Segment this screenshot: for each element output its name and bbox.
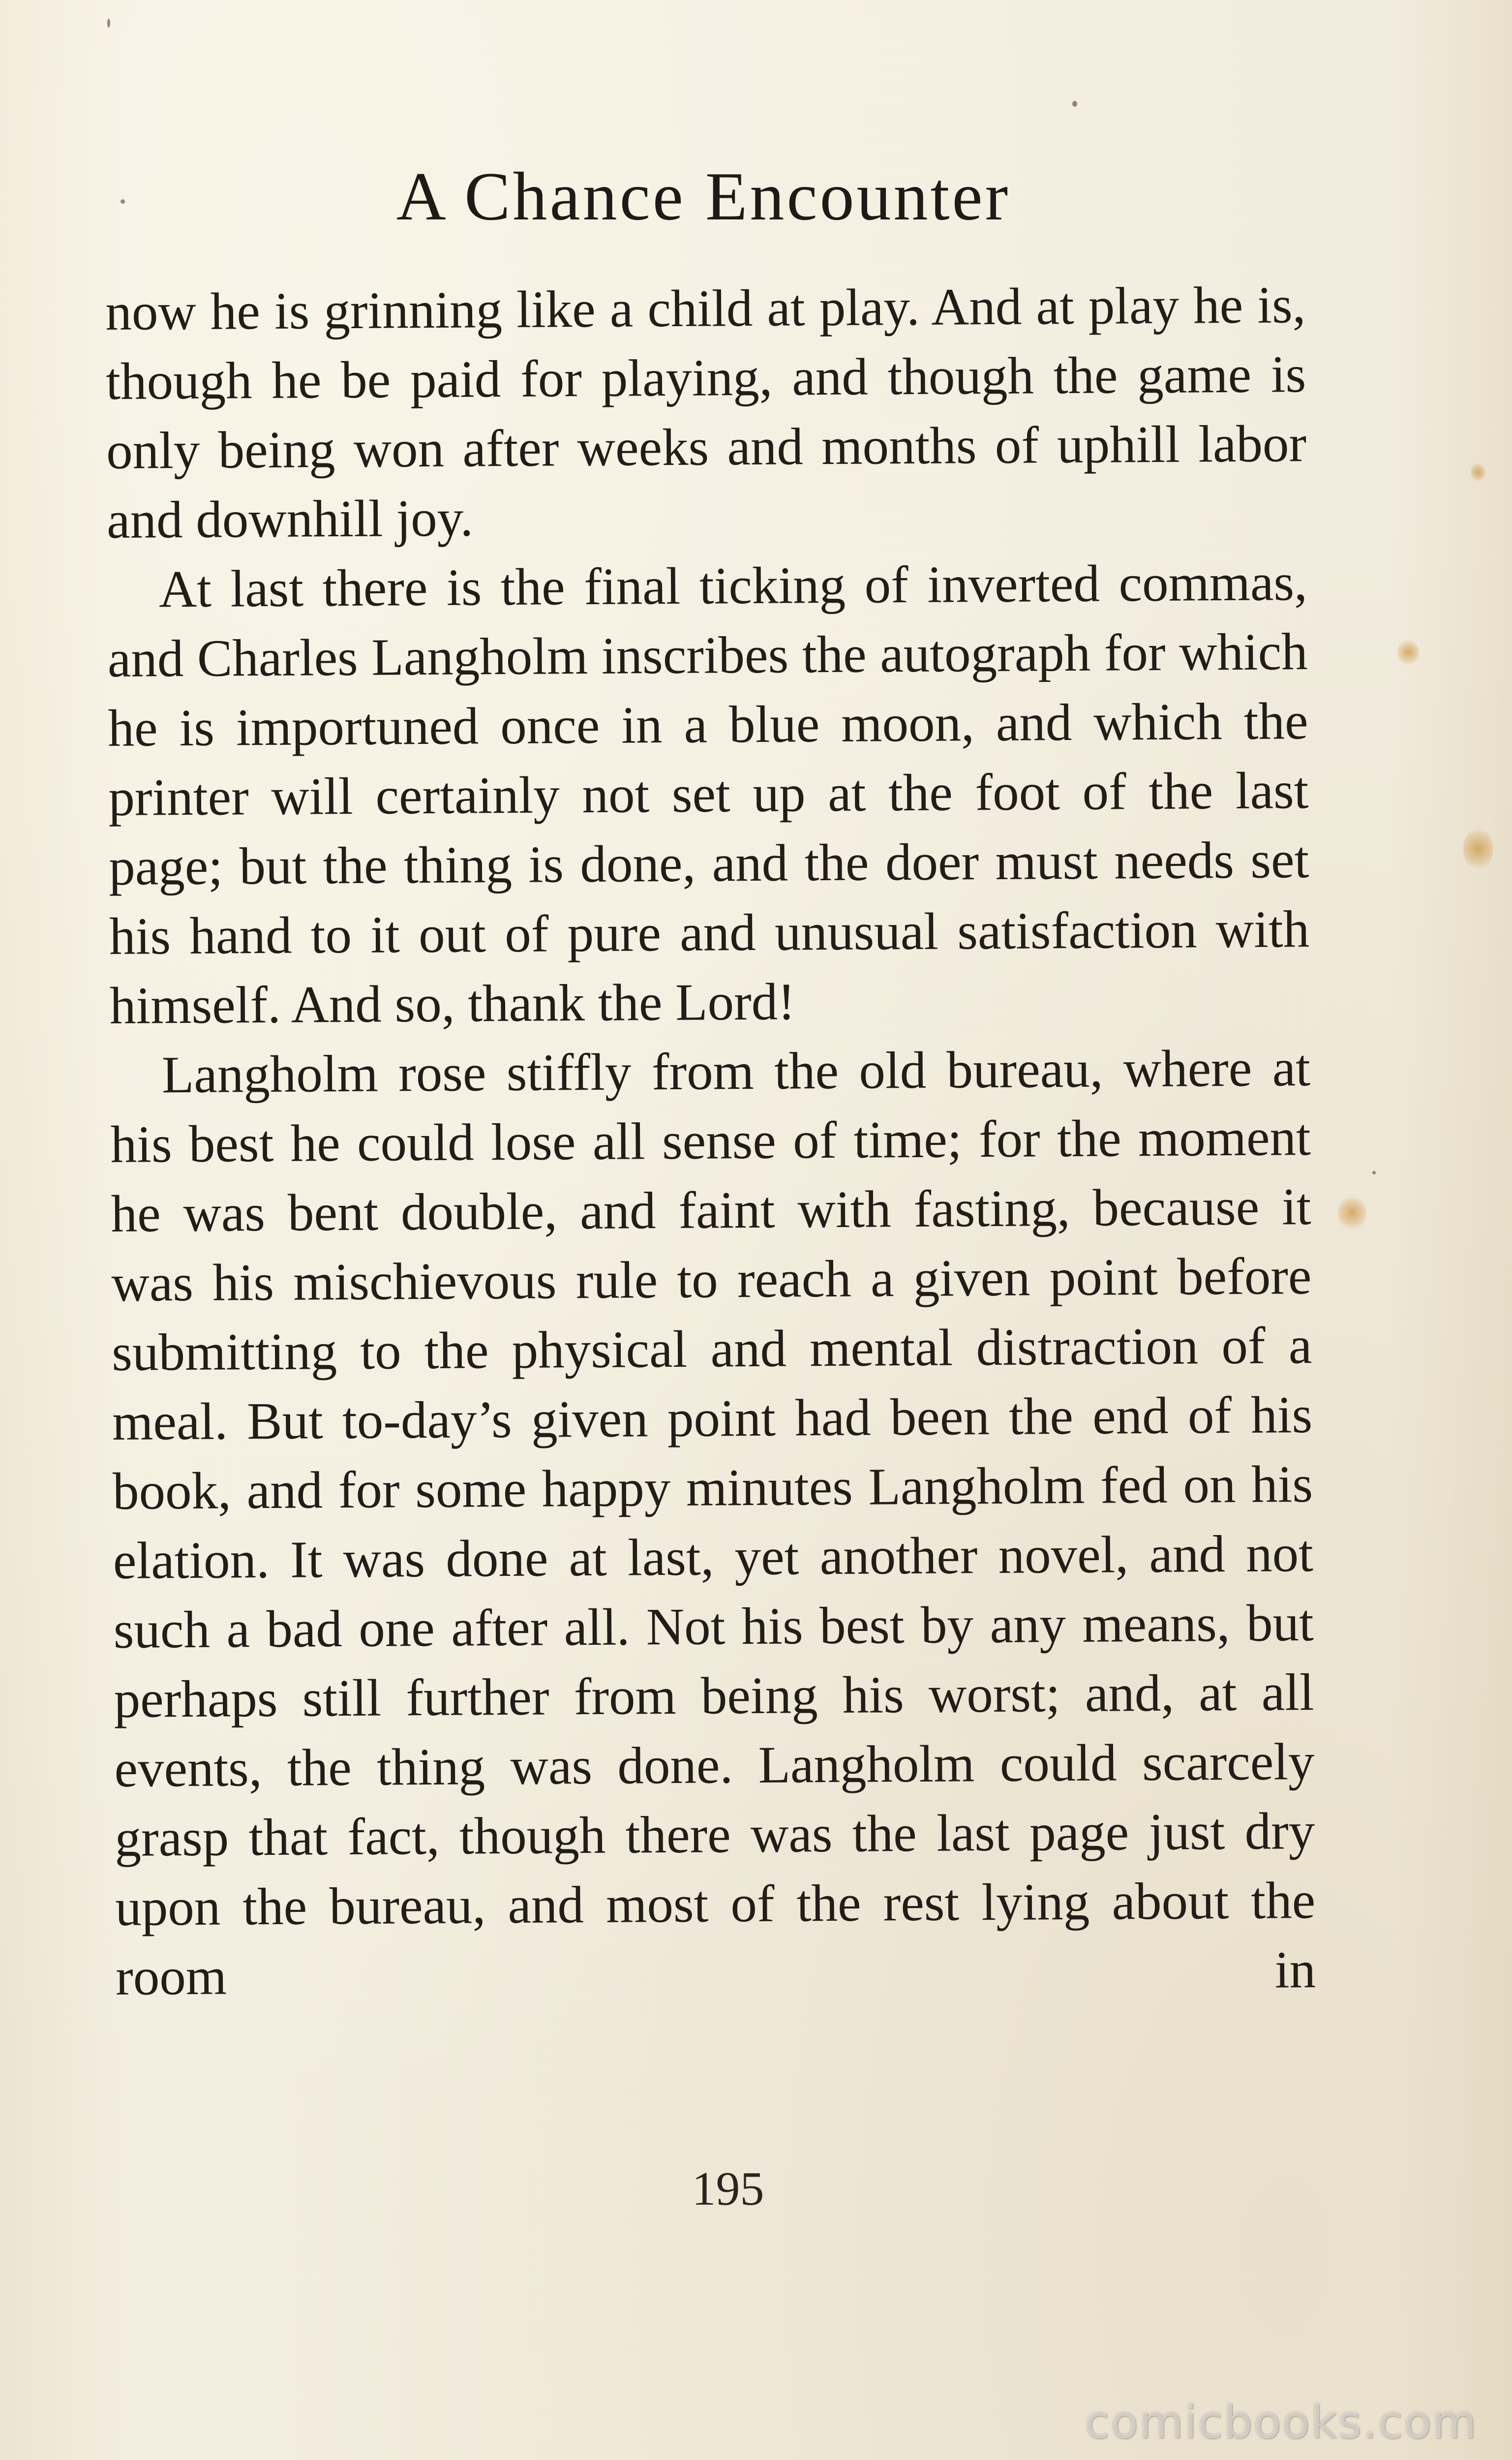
foxing-spot <box>1471 462 1485 482</box>
paper-speck <box>107 19 110 28</box>
paragraph-1: now he is grinning like a child at play. And at play he is, though he be paid for playing, and though the game is only being won after weeks and months of uphill labor and downhill joy. <box>105 276 1307 550</box>
paper-speck <box>1072 101 1077 107</box>
page-number: 195 <box>692 2162 764 2215</box>
watermark-logo: comicbooks.com <box>1085 2396 1478 2449</box>
running-head: A Chance Encounter <box>396 158 1011 235</box>
paragraph-2: At last there is the final ticking of inverted commas, and Charles Langholm inscribes the autograph for which he is importuned once in a blue moon, and which the printer will certainly not set up at the foot of the last page; but the thing is done, and the doer must needs set his hand to it out of pure and unusual satisfaction with himself. And so, thank the Lord! <box>107 554 1310 1035</box>
foxing-spot <box>1463 827 1493 871</box>
foxing-spot <box>1397 640 1420 665</box>
body-text <box>105 271 1316 2012</box>
foxing-spot <box>1338 1196 1366 1230</box>
paper-speck <box>1372 1171 1376 1174</box>
paper-speck <box>121 199 125 204</box>
paragraph-3: Langholm rose stiffly from the old bureau, where at his best he could lose all sense of time; for the moment he was bent double, and faint with fasting, because it was his mischievous rule to reach a given point before submitting to the physical and mental distraction of a meal. But to-day’s given point had been the end of his book, and for some happy minutes Langholm fed on his elation. It was done at last, yet another novel, and not such a bad one after all. Not his best by any means, but perhaps still further from being his worst; and, at all events, the thing was done. Langholm could scarcely grasp that fact, though there was the last page just dry upon the bureau, and most of the rest lying about the room in <box>110 1039 1316 2006</box>
